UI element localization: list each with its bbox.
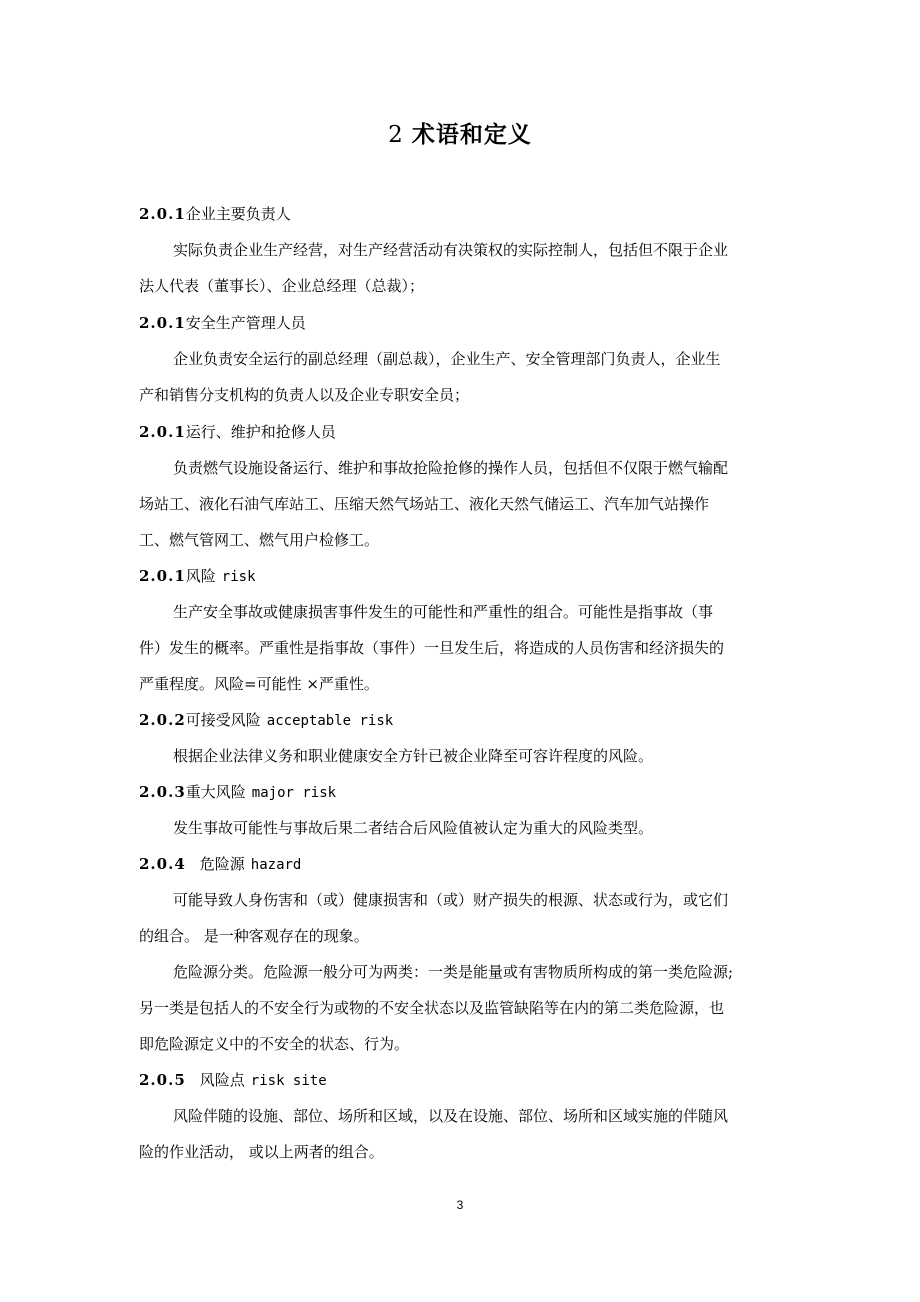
chapter-title: [0, 116, 920, 149]
term-definition-line: 生产安全事故或健康损害事件发生的可能性和严重性的组合。可能性是指事故（事: [173, 603, 714, 621]
chapter-number: 2: [388, 122, 404, 148]
term-definition-line: 严重程度。风险=可能性 ×严重性。: [139, 675, 379, 693]
term-heading: [139, 782, 336, 803]
term-name: 企业主要负责人: [185, 205, 291, 223]
term-heading: [139, 422, 336, 442]
term-name-en: risk site: [250, 1073, 327, 1089]
term-definition-line: 即危险源定义中的不安全的状态、行为。: [139, 1035, 410, 1053]
term-definition-line: 危险源分类。危险源一般分可为两类：一类是能量或有害物质所构成的第一类危险源;: [173, 963, 734, 981]
term-name: 风险: [185, 567, 216, 585]
term-definition-line: 法人代表（董事长）、企业总经理（总裁）；: [139, 277, 425, 295]
term-definition-line: 实际负责企业生产经营，对生产经营活动有决策权的实际控制人，包括但不限于企业: [173, 241, 729, 259]
term-name: 可接受风险: [185, 711, 261, 729]
term-code: 2.0.2: [139, 711, 186, 729]
term-code: 2.0.3: [139, 783, 186, 801]
term-definition-line: 根据企业法律义务和职业健康安全方针已被企业降至可容许程度的风险。: [173, 747, 654, 765]
term-code: 2.0.1: [139, 567, 186, 585]
term-heading: [139, 1070, 327, 1091]
term-heading: [139, 854, 301, 875]
term-name: 安全生产管理人员: [185, 314, 306, 332]
term-name-en: risk: [221, 569, 256, 585]
term-definition-line: 负责燃气设施设备运行、维护和事故抢险抢修的操作人员，包括但不仅限于燃气输配: [173, 459, 729, 477]
term-definition-line: 工、燃气管网工、燃气用户检修工。: [139, 531, 380, 549]
term-heading: [139, 313, 306, 333]
term-definition-line: 可能导致人身伤害和（或）健康损害和（或）财产损失的根源、状态或行为，或它们: [173, 891, 729, 909]
term-definition-line: 件）发生的概率。严重性是指事故（事件）一旦发生后，将造成的人员伤害和经济损失的: [139, 639, 725, 657]
term-code: 2.0.1: [139, 423, 186, 441]
term-name-en: hazard: [250, 857, 302, 873]
term-name-en: acceptable risk: [266, 713, 394, 729]
term-definition-line: 企业负责安全运行的副总经理（副总裁），企业生产、安全管理部门负责人，企业生: [173, 350, 721, 368]
term-name-en: major risk: [251, 785, 337, 801]
term-definition-line: 产和销售分支机构的负责人以及企业专职安全员；: [139, 386, 470, 404]
term-heading: [139, 566, 256, 587]
term-name: 重大风险: [185, 783, 246, 801]
term-name: 风险点: [199, 1071, 245, 1089]
page-number: 3: [456, 1198, 464, 1212]
term-definition-line: 风险伴随的设施、部位、场所和区域，以及在设施、部位、场所和区域实施的伴随风: [173, 1107, 729, 1125]
term-code: 2.0.5: [139, 1071, 186, 1089]
term-heading: [139, 710, 393, 731]
term-name: 危险源: [199, 855, 245, 873]
term-definition-line: 的组合。 是一种客观存在的现象。: [139, 927, 369, 945]
chapter-title-text: 术语和定义: [411, 122, 532, 148]
term-definition-line: 发生事故可能性与事故后果二者结合后风险值被认定为重大的风险类型。: [173, 819, 654, 837]
term-definition-line: 险的作业活动， 或以上两者的组合。: [139, 1143, 384, 1161]
term-definition-line: 场站工、液化石油气库站工、压缩天然气场站工、液化天然气储运工、汽车加气站操作: [139, 495, 710, 513]
term-definition-line: 另一类是包括人的不安全行为或物的不安全状态以及监管缺陷等在内的第二类危险源，也: [139, 999, 725, 1017]
term-code: 2.0.4: [139, 855, 186, 873]
term-code: 2.0.1: [139, 205, 186, 223]
term-name: 运行、维护和抢修人员: [185, 423, 336, 441]
term-heading: [139, 204, 291, 224]
term-code: 2.0.1: [139, 314, 186, 332]
